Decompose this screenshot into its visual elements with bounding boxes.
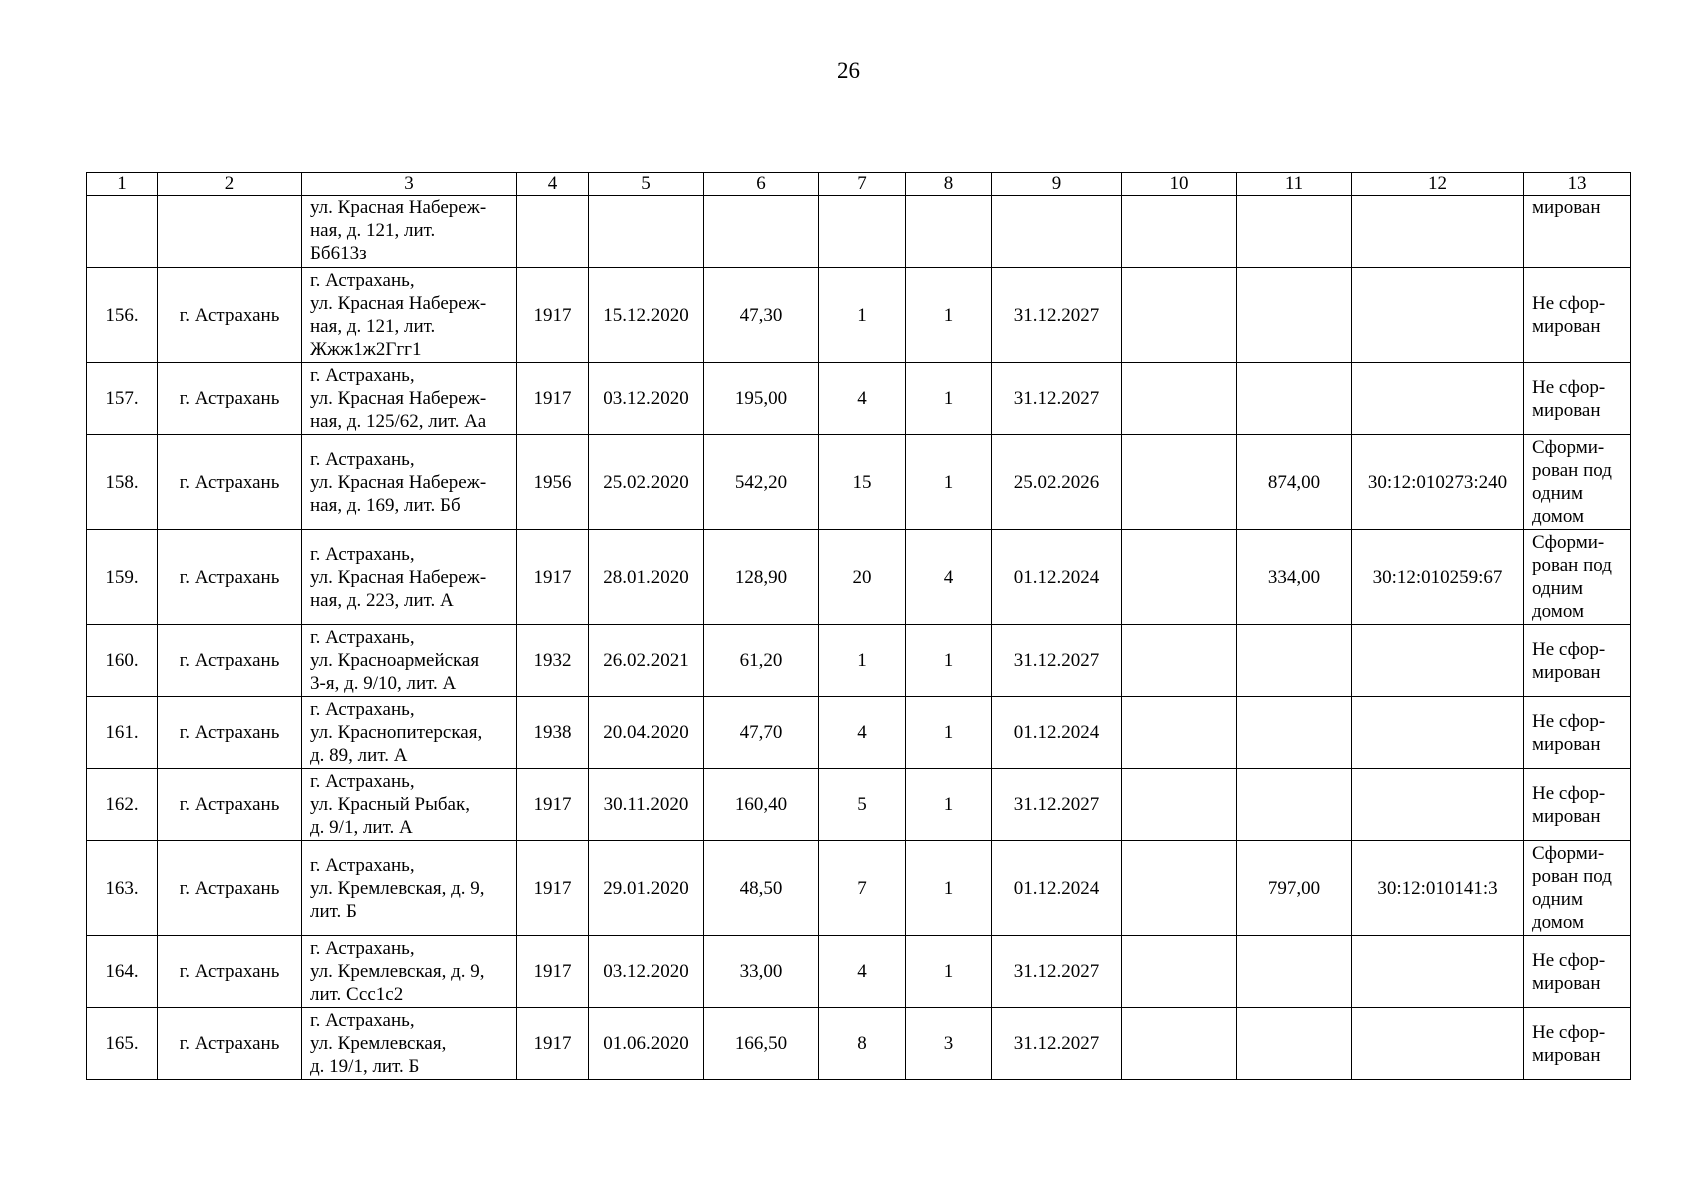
- col10-cell: [1122, 841, 1237, 936]
- land-area-cell: [1237, 697, 1352, 769]
- cadastral-cell: [1352, 625, 1524, 697]
- col8-cell: 3: [906, 1008, 992, 1080]
- area-cell: 195,00: [704, 363, 819, 435]
- deadline-cell: 01.12.2024: [992, 530, 1122, 625]
- column-number-cell: 5: [589, 173, 704, 196]
- table-row: [87, 769, 1631, 841]
- address-line: ул. Кремлевская,: [310, 1033, 447, 1054]
- deadline-cell: 31.12.2027: [992, 268, 1122, 363]
- address-line: ная, д. 121, лит.: [310, 220, 436, 241]
- year-cell: 1917: [517, 769, 589, 841]
- address-line: ул. Краснопитерская,: [310, 722, 483, 743]
- city-cell: г. Астрахань: [158, 363, 302, 435]
- status-line: рован под: [1532, 460, 1612, 481]
- column-number-cell: 8: [906, 173, 992, 196]
- number-cell: 165.: [87, 1008, 158, 1080]
- status-cell: [1524, 196, 1631, 268]
- status-cell: [1524, 697, 1631, 769]
- status-line: Не сфор-: [1532, 293, 1606, 314]
- address-line: ул. Кремлевская, д. 9,: [310, 877, 485, 899]
- col7-cell: 20: [819, 530, 906, 625]
- deadline-cell: [992, 196, 1122, 268]
- col10-cell: [1122, 268, 1237, 363]
- status-line: мирован: [1532, 197, 1601, 218]
- cadastral-cell: 30:12:010141:3: [1352, 841, 1524, 936]
- date-cell: 03.12.2020: [589, 363, 704, 435]
- col10-cell: [1122, 363, 1237, 435]
- address-cell: [302, 435, 517, 530]
- address-line: г. Астрахань,: [310, 938, 415, 959]
- page-number: 26: [837, 58, 860, 83]
- address-cell: [302, 841, 517, 936]
- col7-cell: 5: [819, 769, 906, 841]
- column-number-cell: 9: [992, 173, 1122, 196]
- area-cell: 160,40: [704, 769, 819, 841]
- table-row: [87, 625, 1631, 697]
- year-cell: [517, 196, 589, 268]
- address-cell: [302, 625, 517, 697]
- number-cell: [87, 196, 158, 268]
- number-cell: 159.: [87, 530, 158, 625]
- city-cell: г. Астрахань: [158, 530, 302, 625]
- status-line: Сформи-: [1532, 437, 1605, 458]
- col10-cell: [1122, 435, 1237, 530]
- cadastral-cell: [1352, 936, 1524, 1008]
- status-cell: [1524, 1008, 1631, 1080]
- status-line: мирован: [1532, 1044, 1601, 1066]
- status-cell: [1524, 268, 1631, 363]
- status-line: домом: [1532, 912, 1584, 933]
- col7-cell: 8: [819, 1008, 906, 1080]
- deadline-cell: 25.02.2026: [992, 435, 1122, 530]
- col8-cell: 1: [906, 936, 992, 1008]
- year-cell: 1917: [517, 268, 589, 363]
- address-line: г. Астрахань,: [310, 365, 415, 386]
- land-area-cell: [1237, 936, 1352, 1008]
- col8-cell: 1: [906, 841, 992, 936]
- land-area-cell: [1237, 625, 1352, 697]
- address-cell: [302, 1008, 517, 1080]
- column-number-cell: 4: [517, 173, 589, 196]
- city-cell: г. Астрахань: [158, 769, 302, 841]
- area-cell: 47,30: [704, 268, 819, 363]
- date-cell: 26.02.2021: [589, 625, 704, 697]
- address-cell: [302, 363, 517, 435]
- area-cell: 61,20: [704, 625, 819, 697]
- year-cell: 1917: [517, 841, 589, 936]
- table-row: [87, 530, 1631, 625]
- area-cell: 33,00: [704, 936, 819, 1008]
- col7-cell: [819, 196, 906, 268]
- address-line: лит. Ссс1с2: [310, 984, 404, 1005]
- status-line: Не сфор-: [1532, 1021, 1606, 1043]
- cadastral-cell: 30:12:010259:67: [1352, 530, 1524, 625]
- col10-cell: [1122, 530, 1237, 625]
- area-cell: [704, 196, 819, 268]
- col7-cell: 4: [819, 697, 906, 769]
- date-cell: 15.12.2020: [589, 268, 704, 363]
- status-cell: [1524, 530, 1631, 625]
- col7-cell: 1: [819, 268, 906, 363]
- status-line: рован под: [1532, 555, 1612, 576]
- address-cell: [302, 530, 517, 625]
- year-cell: 1956: [517, 435, 589, 530]
- address-cell: [302, 697, 517, 769]
- city-cell: г. Астрахань: [158, 936, 302, 1008]
- address-line: ная, д. 223, лит. А: [310, 589, 454, 611]
- date-cell: [589, 196, 704, 268]
- column-number-cell: 6: [704, 173, 819, 196]
- cadastral-cell: [1352, 363, 1524, 435]
- city-cell: г. Астрахань: [158, 435, 302, 530]
- number-cell: 157.: [87, 363, 158, 435]
- area-cell: 128,90: [704, 530, 819, 625]
- status-line: мирован: [1532, 399, 1601, 421]
- table-row: [87, 841, 1631, 936]
- land-area-cell: [1237, 769, 1352, 841]
- address-line: г. Астрахань,: [310, 543, 415, 565]
- register-table: [86, 172, 1631, 1080]
- area-cell: 542,20: [704, 435, 819, 530]
- col7-cell: 4: [819, 363, 906, 435]
- col10-cell: [1122, 1008, 1237, 1080]
- address-line: ул. Кремлевская, д. 9,: [310, 961, 485, 982]
- col8-cell: 1: [906, 363, 992, 435]
- status-line: одним: [1532, 578, 1583, 599]
- status-line: рован под: [1532, 866, 1612, 887]
- status-line: одним: [1532, 483, 1583, 504]
- date-cell: 30.11.2020: [589, 769, 704, 841]
- status-line: Не сфор-: [1532, 949, 1606, 971]
- column-number-cell: 10: [1122, 173, 1237, 196]
- status-line: мирован: [1532, 661, 1601, 683]
- address-line: г. Астрахань,: [310, 1010, 415, 1031]
- column-number-row: [87, 173, 1631, 196]
- address-line: ул. Красноармейская: [310, 650, 480, 671]
- land-area-cell: 874,00: [1237, 435, 1352, 530]
- table-row: [87, 363, 1631, 435]
- address-line: д. 19/1, лит. Б: [310, 1056, 420, 1077]
- status-line: домом: [1532, 601, 1584, 622]
- table-row: [87, 697, 1631, 769]
- status-cell: [1524, 625, 1631, 697]
- cadastral-cell: [1352, 268, 1524, 363]
- status-line: Не сфор-: [1532, 710, 1606, 732]
- address-line: ул. Красная Набереж-: [310, 293, 487, 314]
- land-area-cell: 334,00: [1237, 530, 1352, 625]
- land-area-cell: [1237, 1008, 1352, 1080]
- address-line: ул. Красная Набереж-: [310, 388, 487, 409]
- table-row: [87, 936, 1631, 1008]
- address-line: ул. Красная Набереж-: [310, 197, 487, 218]
- cadastral-cell: 30:12:010273:240: [1352, 435, 1524, 530]
- address-line: ная, д. 121, лит.: [310, 316, 436, 337]
- date-cell: 03.12.2020: [589, 936, 704, 1008]
- address-line: д. 89, лит. А: [310, 745, 408, 766]
- status-line: Не сфор-: [1532, 376, 1606, 398]
- address-line: Бб613з: [310, 243, 367, 264]
- status-line: мирован: [1532, 805, 1601, 827]
- cadastral-cell: [1352, 697, 1524, 769]
- city-cell: [158, 196, 302, 268]
- status-cell: [1524, 363, 1631, 435]
- continuation-row: [87, 196, 1631, 268]
- address-cell: [302, 268, 517, 363]
- year-cell: 1917: [517, 530, 589, 625]
- date-cell: 25.02.2020: [589, 435, 704, 530]
- city-cell: г. Астрахань: [158, 1008, 302, 1080]
- status-line: Сформи-: [1532, 843, 1605, 864]
- number-cell: 161.: [87, 697, 158, 769]
- address-line: г. Астрахань,: [310, 699, 415, 720]
- status-line: мирован: [1532, 972, 1601, 994]
- column-number-cell: 2: [158, 173, 302, 196]
- cadastral-cell: [1352, 1008, 1524, 1080]
- number-cell: 162.: [87, 769, 158, 841]
- address-line: ул. Красный Рыбак,: [310, 794, 470, 815]
- column-number-cell: 7: [819, 173, 906, 196]
- city-cell: г. Астрахань: [158, 841, 302, 936]
- col8-cell: 1: [906, 769, 992, 841]
- year-cell: 1917: [517, 1008, 589, 1080]
- status-line: одним: [1532, 889, 1583, 910]
- deadline-cell: 01.12.2024: [992, 697, 1122, 769]
- number-cell: 160.: [87, 625, 158, 697]
- address-line: 3-я, д. 9/10, лит. А: [310, 673, 457, 694]
- col8-cell: 1: [906, 625, 992, 697]
- col8-cell: 1: [906, 697, 992, 769]
- date-cell: 29.01.2020: [589, 841, 704, 936]
- status-line: Сформи-: [1532, 532, 1605, 553]
- land-area-cell: [1237, 268, 1352, 363]
- date-cell: 28.01.2020: [589, 530, 704, 625]
- address-line: ул. Красная Набереж-: [310, 566, 487, 588]
- land-area-cell: [1237, 363, 1352, 435]
- column-number-cell: 1: [87, 173, 158, 196]
- address-line: ул. Красная Набереж-: [310, 471, 487, 493]
- deadline-cell: 31.12.2027: [992, 1008, 1122, 1080]
- status-cell: [1524, 769, 1631, 841]
- status-line: домом: [1532, 506, 1584, 527]
- deadline-cell: 01.12.2024: [992, 841, 1122, 936]
- address-line: ная, д. 169, лит. Бб: [310, 494, 461, 516]
- date-cell: 20.04.2020: [589, 697, 704, 769]
- status-line: Не сфор-: [1532, 638, 1606, 660]
- col7-cell: 1: [819, 625, 906, 697]
- area-cell: 48,50: [704, 841, 819, 936]
- col10-cell: [1122, 769, 1237, 841]
- col10-cell: [1122, 196, 1237, 268]
- deadline-cell: 31.12.2027: [992, 625, 1122, 697]
- number-cell: 163.: [87, 841, 158, 936]
- col7-cell: 7: [819, 841, 906, 936]
- number-cell: 156.: [87, 268, 158, 363]
- number-cell: 158.: [87, 435, 158, 530]
- table-row: [87, 268, 1631, 363]
- status-cell: [1524, 841, 1631, 936]
- status-line: Не сфор-: [1532, 782, 1606, 804]
- area-cell: 166,50: [704, 1008, 819, 1080]
- table-row: [87, 1008, 1631, 1080]
- column-number-cell: 12: [1352, 173, 1524, 196]
- address-cell: [302, 936, 517, 1008]
- status-line: мирован: [1532, 733, 1601, 755]
- column-number-cell: 3: [302, 173, 517, 196]
- city-cell: г. Астрахань: [158, 697, 302, 769]
- status-cell: [1524, 936, 1631, 1008]
- year-cell: 1917: [517, 363, 589, 435]
- land-area-cell: [1237, 196, 1352, 268]
- col7-cell: 4: [819, 936, 906, 1008]
- deadline-cell: 31.12.2027: [992, 936, 1122, 1008]
- year-cell: 1938: [517, 697, 589, 769]
- cadastral-cell: [1352, 196, 1524, 268]
- address-line: г. Астрахань,: [310, 627, 415, 648]
- address-line: д. 9/1, лит. А: [310, 817, 413, 838]
- column-number-cell: 11: [1237, 173, 1352, 196]
- area-cell: 47,70: [704, 697, 819, 769]
- address-cell: [302, 769, 517, 841]
- col10-cell: [1122, 697, 1237, 769]
- address-line: г. Астрахань,: [310, 771, 415, 792]
- status-cell: [1524, 435, 1631, 530]
- column-number-cell: 13: [1524, 173, 1631, 196]
- col8-cell: 1: [906, 268, 992, 363]
- address-line: Жжж1ж2Ггг1: [310, 339, 422, 360]
- land-area-cell: 797,00: [1237, 841, 1352, 936]
- number-cell: 164.: [87, 936, 158, 1008]
- address-cell: [302, 196, 517, 268]
- col10-cell: [1122, 936, 1237, 1008]
- table-row: [87, 435, 1631, 530]
- status-line: мирован: [1532, 316, 1601, 337]
- col7-cell: 15: [819, 435, 906, 530]
- address-line: лит. Б: [310, 900, 357, 922]
- address-line: г. Астрахань,: [310, 448, 415, 470]
- date-cell: 01.06.2020: [589, 1008, 704, 1080]
- address-line: г. Астрахань,: [310, 270, 415, 291]
- col8-cell: [906, 196, 992, 268]
- year-cell: 1932: [517, 625, 589, 697]
- deadline-cell: 31.12.2027: [992, 769, 1122, 841]
- col10-cell: [1122, 625, 1237, 697]
- city-cell: г. Астрахань: [158, 625, 302, 697]
- cadastral-cell: [1352, 769, 1524, 841]
- address-line: г. Астрахань,: [310, 854, 415, 876]
- col8-cell: 4: [906, 530, 992, 625]
- city-cell: г. Астрахань: [158, 268, 302, 363]
- year-cell: 1917: [517, 936, 589, 1008]
- address-line: ная, д. 125/62, лит. Аа: [310, 411, 487, 432]
- col8-cell: 1: [906, 435, 992, 530]
- deadline-cell: 31.12.2027: [992, 363, 1122, 435]
